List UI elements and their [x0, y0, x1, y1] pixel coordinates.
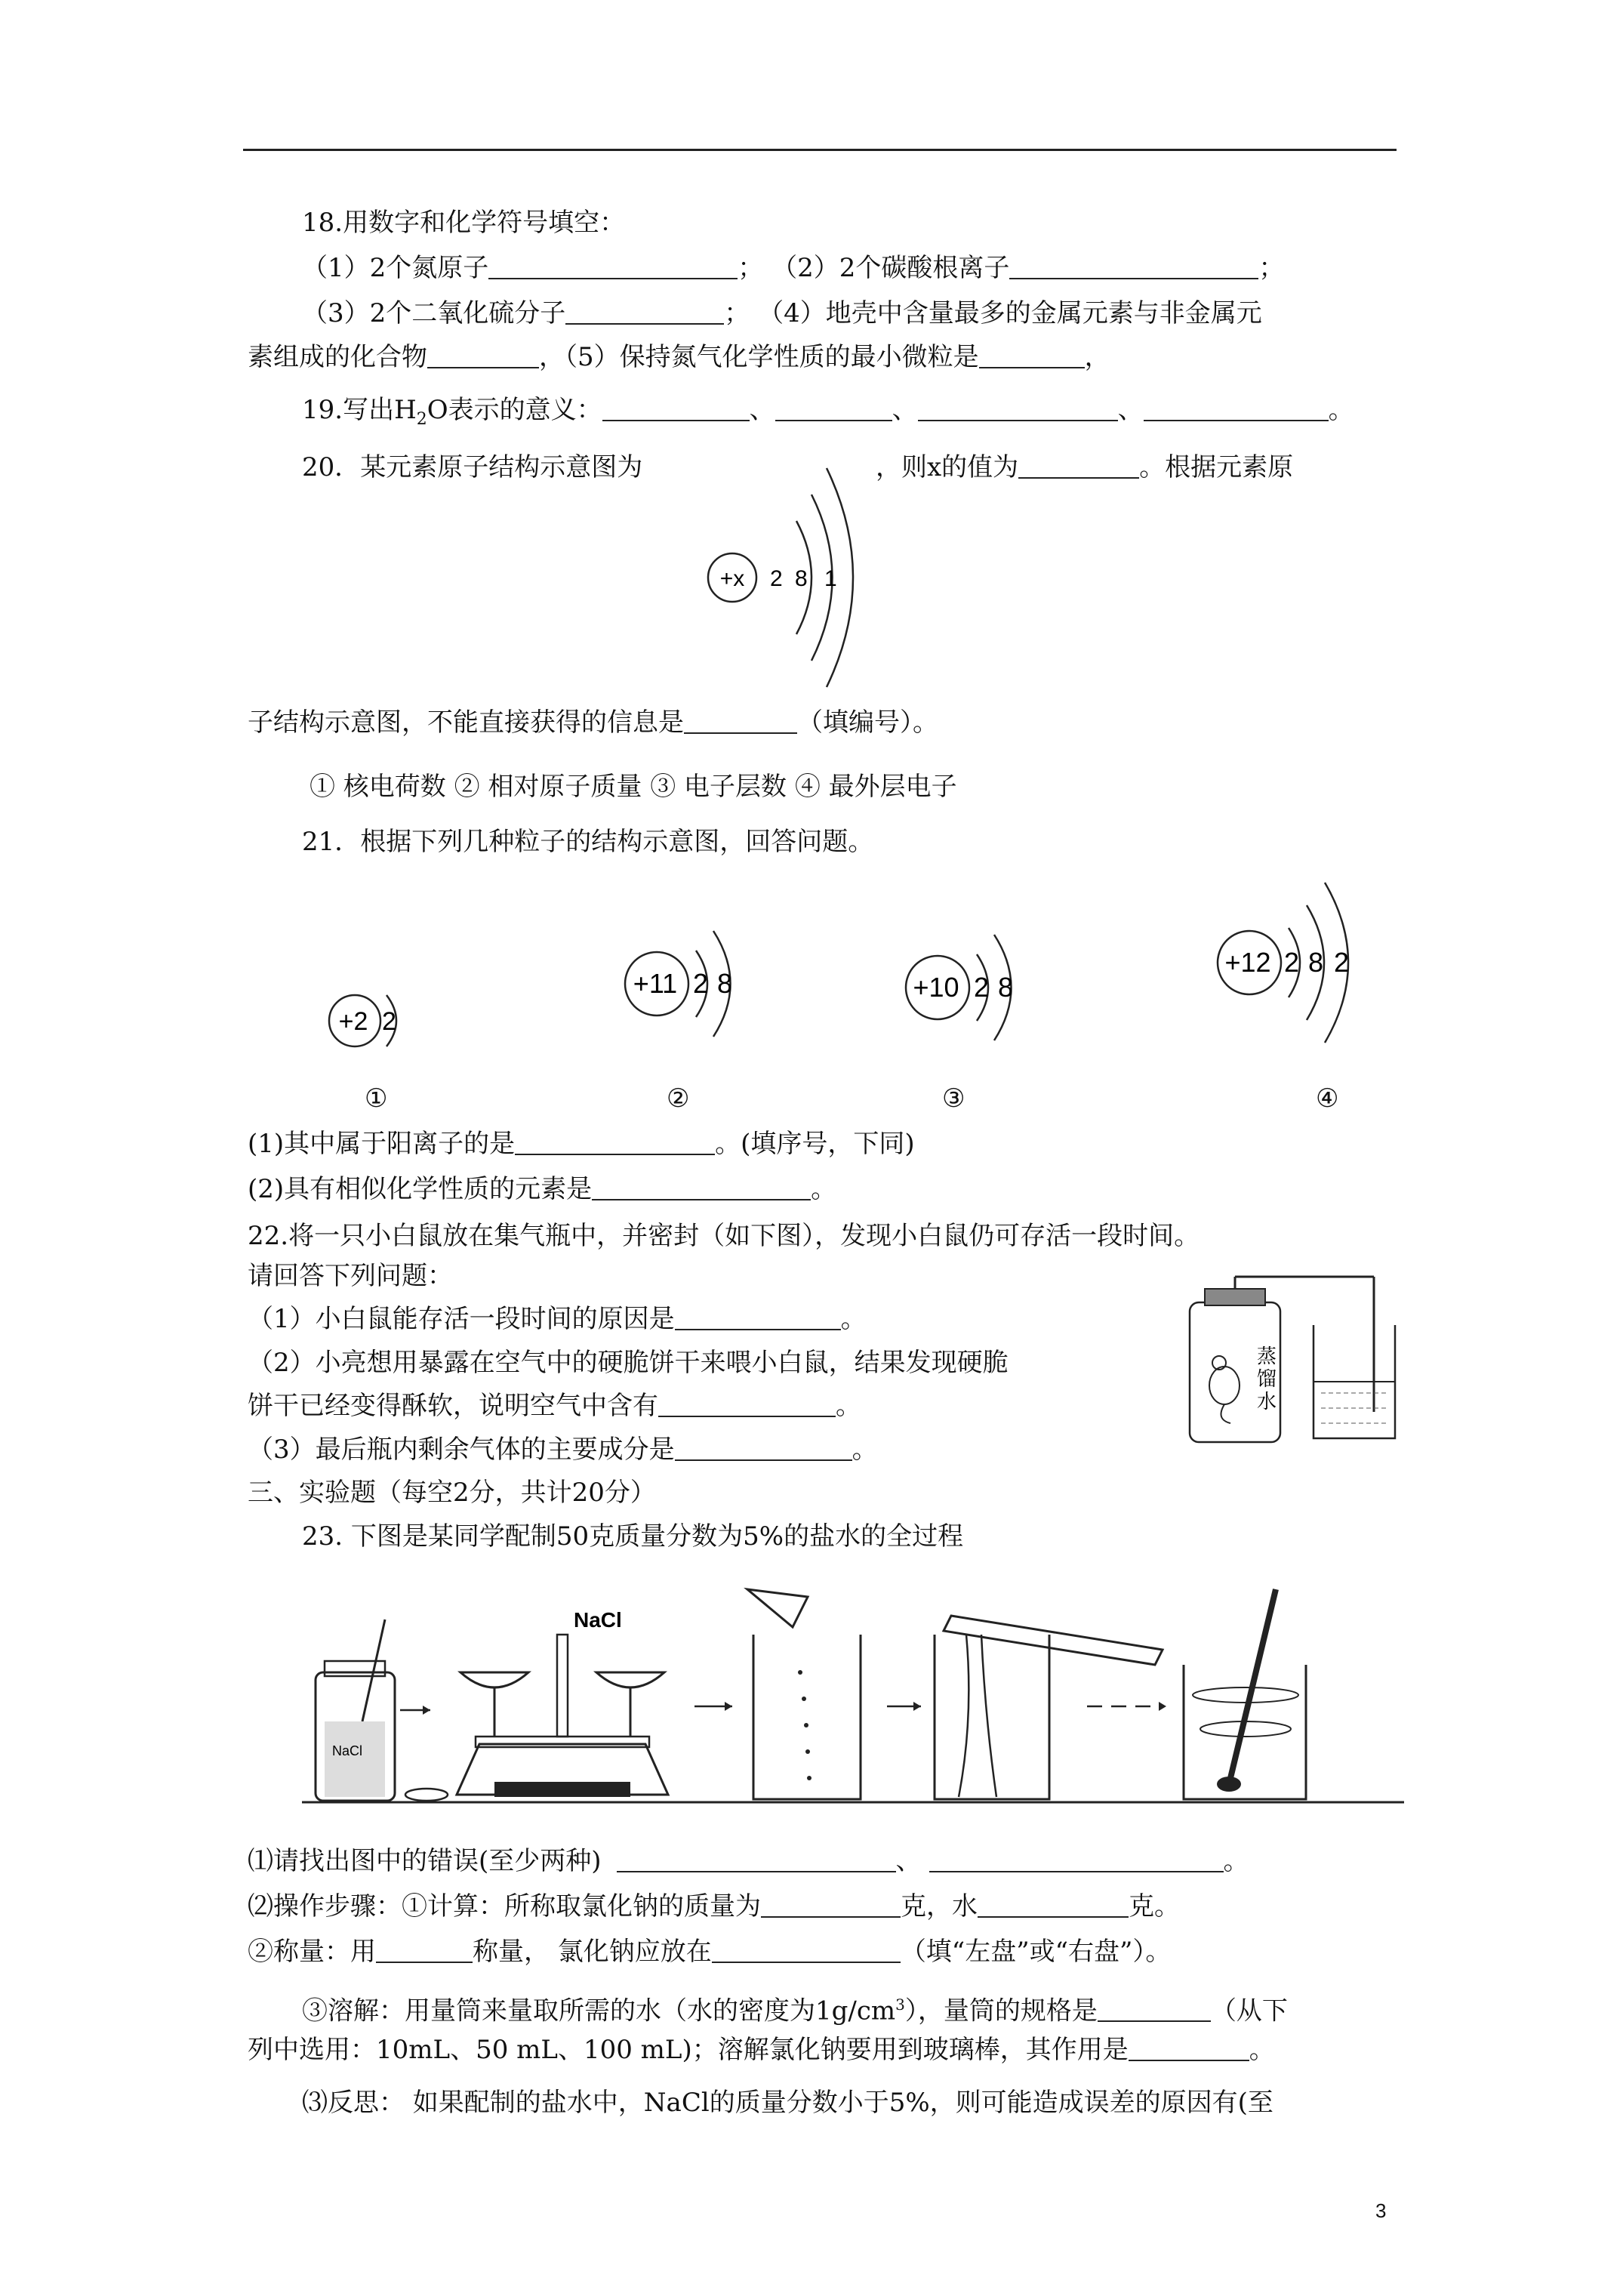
particle-diagram-1 [317, 974, 423, 1080]
svg-text:+2: +2 [338, 1007, 368, 1036]
q18-title: 18.用数字和化学符号填空： [302, 208, 626, 238]
pouring-water-icon [935, 1616, 1163, 1799]
answer-blank[interactable] [1144, 397, 1329, 421]
svg-text:2: 2 [974, 972, 990, 1003]
q21-part2: (2)具有相似化学性质的元素是 。 [248, 1174, 837, 1204]
q22-part2: （2）小亮想用暴露在空气中的硬脆饼干来喂小白鼠，结果发现硬脆 [248, 1348, 1009, 1378]
answer-blank[interactable] [1098, 1998, 1211, 2022]
atom-structure-diagram [664, 453, 936, 702]
answer-blank[interactable] [675, 1437, 852, 1461]
mouse-icon [1209, 1367, 1240, 1404]
q21-title: 21．根据下列几种粒子的结构示意图，回答问题。 [302, 827, 874, 857]
answer-blank[interactable] [592, 1176, 811, 1200]
q18-line2: （3）2个二氧化硫分子 ； （4）地壳中含量最多的金属元素与非金属元 [302, 298, 1262, 328]
answer-blank[interactable] [929, 1848, 1224, 1872]
q22-part2-cont: 饼干已经变得酥软，说明空气中含有 。 [248, 1391, 861, 1421]
answer-blank[interactable] [979, 344, 1085, 368]
answer-blank[interactable] [918, 397, 1118, 421]
section-three-title: 三、实验题（每空2分，共计20分） [248, 1478, 656, 1508]
particle-diagram-4 [1204, 872, 1400, 1046]
answer-blank[interactable] [761, 1894, 901, 1918]
svg-text:+10: +10 [913, 972, 959, 1003]
stirring-thermometer-icon [1184, 1589, 1306, 1799]
svg-text:8: 8 [1308, 947, 1324, 978]
answer-blank[interactable] [684, 710, 797, 734]
svg-text:2: 2 [1284, 947, 1300, 978]
particle-label-4: ④ [1316, 1083, 1339, 1114]
svg-text:+12: +12 [1224, 947, 1271, 978]
q23-part5: 列中选用：10mL、50 mL、100 mL)；溶解氯化钠要用到玻璃棒，其作用是 。 [248, 2035, 1275, 2065]
q22-part3: （3）最后瓶内剩余气体的主要成分是 。 [248, 1435, 878, 1465]
balance-icon [457, 1608, 668, 1797]
answer-blank[interactable] [617, 1848, 896, 1872]
answer-blank[interactable] [515, 1131, 715, 1155]
particle-diagram-2 [611, 917, 762, 1053]
answer-blank[interactable] [978, 1894, 1129, 1918]
q22-line2: 请回答下列问题： [248, 1261, 453, 1291]
q23-part6: ⑶反思： 如果配制的盐水中，NaCl的质量分数小于5%，则可能造成误差的原因有(至 [302, 2088, 1273, 2118]
particle-diagram-3 [891, 921, 1042, 1057]
svg-text:2: 2 [1334, 947, 1350, 978]
particle-label-1: ① [365, 1083, 388, 1114]
q22-part1: （1）小白鼠能存活一段时间的原因是 。 [248, 1304, 867, 1334]
svg-text:蒸: 蒸 [1257, 1345, 1277, 1368]
particle-label-2: ② [667, 1083, 690, 1114]
q23-part3: ②称量：用 称量， 氯化钠应放在 （填“左盘”或“右盘”）。 [248, 1937, 1172, 1967]
q23-part2: ⑵操作步骤：①计算：所称取氯化钠的质量为 克，水 克。 [248, 1891, 1180, 1922]
q23-part4: ③溶解：用量筒来量取所需的水（水的密度为$1g/cm^3$），量筒的规格是 （从下 [302, 1996, 1288, 2026]
shell-count: 2 [770, 566, 783, 591]
saltwater-procedure-figure [302, 1582, 1404, 1808]
mouse-jar-figure [1178, 1272, 1397, 1446]
answer-blank[interactable] [427, 344, 539, 368]
q23-title: 23. 下图是某同学配制50克质量分数为5%的盐水的全过程 [302, 1521, 964, 1552]
q23-part1: ⑴请找出图中的错误(至少两种) 、 。 [248, 1846, 1249, 1876]
q20-line1: ，则x的值为 。根据元素原 [876, 452, 1294, 482]
shell-count: 1 [824, 566, 837, 591]
answer-blank[interactable] [658, 1393, 836, 1417]
answer-blank[interactable] [775, 397, 892, 421]
svg-text:8: 8 [717, 968, 733, 999]
answer-blank[interactable] [488, 255, 738, 279]
svg-text:2: 2 [382, 1007, 396, 1036]
q19-line: 19.写出$H_2O$表示的意义： 、 、 、 。 [302, 395, 1354, 429]
beaker-with-salt-icon [747, 1589, 861, 1799]
shell-count: 8 [795, 566, 808, 591]
q20-options: ① 核电荷数 ② 相对原子质量 ③ 电子层数 ④ 最外层电子 [310, 772, 957, 802]
answer-blank[interactable] [565, 300, 724, 325]
svg-text:水: 水 [1257, 1391, 1277, 1413]
answer-blank[interactable] [675, 1306, 841, 1330]
particle-label-3: ③ [942, 1083, 965, 1114]
header-rule [243, 149, 1397, 151]
answer-blank[interactable] [1129, 2037, 1249, 2061]
answer-blank[interactable] [602, 397, 750, 421]
q22-line1: 22.将一只小白鼠放在集气瓶中，并密封（如下图），发现小白鼠仍可存活一段时间。 [248, 1221, 1200, 1251]
svg-text:+11: +11 [633, 968, 678, 999]
answer-blank[interactable] [712, 1939, 901, 1963]
svg-text:馏: 馏 [1257, 1368, 1277, 1391]
svg-text:NaCl: NaCl [332, 1743, 363, 1758]
svg-text:8: 8 [998, 972, 1014, 1003]
answer-blank[interactable] [1009, 255, 1258, 279]
svg-text:NaCl: NaCl [574, 1608, 622, 1632]
nucleus-label: +x [719, 566, 745, 591]
answer-blank[interactable] [1018, 455, 1139, 479]
q20-line2: 子结构示意图，不能直接获得的信息是 （填编号）。 [248, 707, 938, 738]
answer-blank[interactable] [376, 1939, 473, 1963]
q18-line3: 素组成的化合物 ，（5）保持氮气化学性质的最小微粒是 ， [248, 342, 1110, 372]
page-number: 3 [1375, 2199, 1387, 2222]
q21-part1: (1)其中属于阳离子的是 。(填序号，下同) [248, 1129, 915, 1159]
q18-line1: （1）2个氮原子 ； （2）2个碳酸根离子 ； [302, 253, 1285, 283]
q20-text-a: 20．某元素原子结构示意图为 [302, 452, 643, 482]
svg-text:2: 2 [693, 968, 709, 999]
